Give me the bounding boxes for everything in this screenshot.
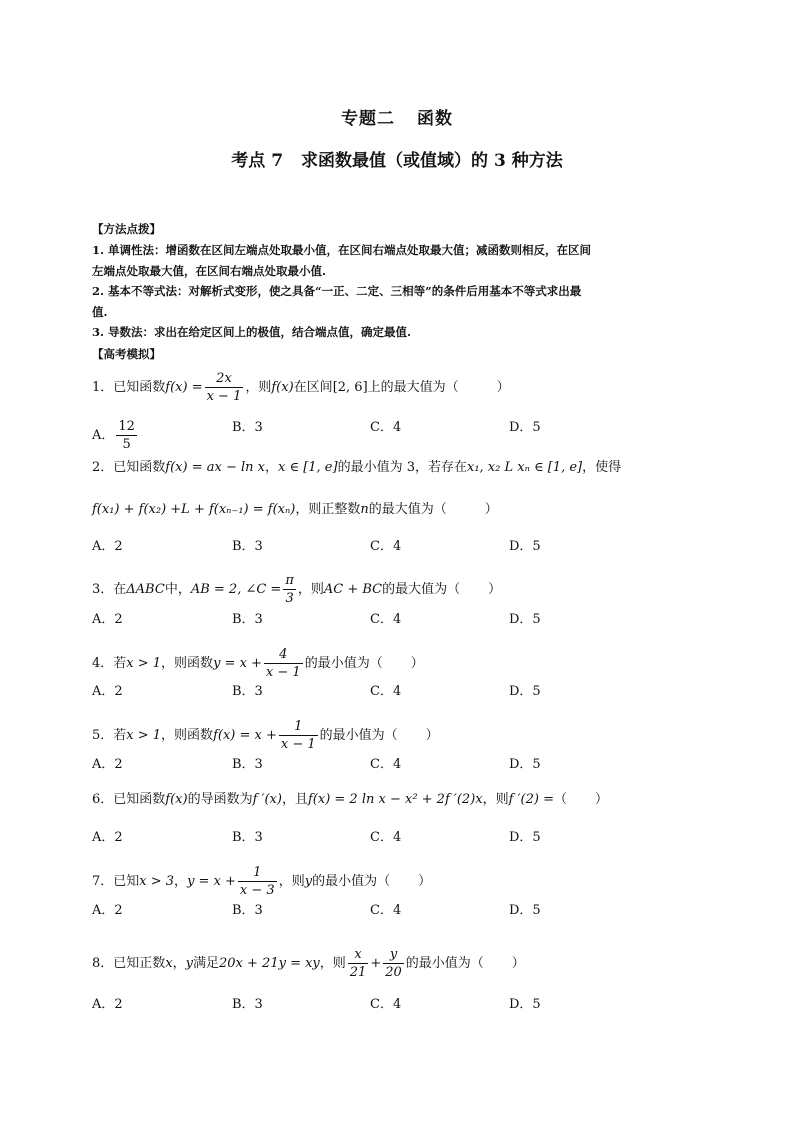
q8-plus: + <box>370 956 382 971</box>
subtitle-part2: 求函数最值（或值域）的 3 种方法 <box>301 151 563 171</box>
option-d: D．5 <box>509 903 541 918</box>
q8-fraction-2 <box>383 946 404 981</box>
q6-mid2: ，且 <box>281 792 308 807</box>
option-b: B．3 <box>232 997 263 1012</box>
q5-options <box>92 755 712 775</box>
q6-suffix: （ <box>553 792 567 807</box>
q4-cond: x > 1 <box>126 656 162 671</box>
option-b: B．3 <box>232 420 263 435</box>
option-a: A．2 <box>92 757 123 772</box>
q5-frac-num: 1 <box>279 718 318 736</box>
question-3 <box>92 572 712 607</box>
q7-frac-den: x − 3 <box>239 883 275 898</box>
q2-mid2: 的最小值为 3，若存在 <box>337 460 467 475</box>
q4-options <box>92 682 712 702</box>
method-line: 2. 基本不等式法：对解析式变形，使之具备“一正、二定、三相等”的条件后用基本不等式求出最 <box>92 284 582 298</box>
option-d: D．5 <box>509 997 541 1012</box>
q7-close: ） <box>418 874 432 889</box>
q5-suffix: 的最小值为（ <box>319 728 398 743</box>
q6-mid: 的导函数为 <box>187 792 253 807</box>
q6-deriv: f ′(x) <box>252 792 282 807</box>
method-line: 值. <box>92 304 108 319</box>
question-7 <box>92 864 712 899</box>
question-2 <box>92 458 712 478</box>
method-body <box>92 240 707 343</box>
q6-prefix: 6．已知函数 <box>92 792 166 807</box>
q1-func: f(x) = <box>165 380 203 395</box>
q3-cond: AB = 2, ∠C = <box>190 582 282 597</box>
q5-close: ） <box>425 728 439 743</box>
option-d: D．5 <box>509 612 541 627</box>
q3-close: ） <box>488 582 502 597</box>
q2-options <box>92 537 712 557</box>
q5-cond: x > 1 <box>126 728 162 743</box>
option-c: C．4 <box>370 684 402 699</box>
q8-f2-den: 20 <box>385 965 402 980</box>
q5-fraction <box>279 718 318 753</box>
q8-fraction-1 <box>348 946 369 981</box>
option-a: A．2 <box>92 903 123 918</box>
option-b: B．3 <box>232 757 263 772</box>
option-c: C．4 <box>370 539 402 554</box>
method-line: 1. 单调性法：增函数在区间左端点处取最小值，在区间右端点处取最大值；减函数则相反，在区间 <box>92 243 592 257</box>
q8-prefix: 8．已知正数 <box>92 956 166 971</box>
method-line: 左端点处取最大值，在区间右端点处取最小值. <box>92 263 327 278</box>
q7-fraction <box>238 864 277 899</box>
option-a <box>92 418 139 453</box>
q5-prefix: 5．若 <box>92 728 127 743</box>
option-c: C．4 <box>370 612 402 627</box>
q7-suffix: 的最小值为（ <box>312 874 391 889</box>
q8-mid2: ，则 <box>319 956 346 971</box>
q8-f1-den: 21 <box>349 965 367 980</box>
q7-var: y <box>304 874 313 889</box>
q6-ask: f ′(2) = <box>508 792 554 807</box>
q4-frac-den: x − 1 <box>265 665 301 680</box>
method-line: 3. 导数法：求出在给定区间上的极值，结合端点值，确定最值. <box>92 325 412 339</box>
q4-frac-num: 4 <box>264 646 303 664</box>
option-b: B．3 <box>232 539 263 554</box>
exam-heading: 【高考模拟】 <box>92 347 161 361</box>
q4-prefix: 4．若 <box>92 656 127 671</box>
q3-frac-num: π <box>285 573 294 588</box>
q2-domain: x ∈ [1, e] <box>277 460 338 475</box>
q1-close: ） <box>496 380 510 395</box>
q1-fraction <box>205 370 244 405</box>
q1-func2: f(x) <box>271 380 294 395</box>
q3-frac-den: 3 <box>285 591 294 606</box>
q8-mid: 满足 <box>193 956 220 971</box>
q6-func: f(x) <box>165 792 188 807</box>
q3-suffix: 的最大值为（ <box>382 582 461 597</box>
q8-eq: 20x + 21y = xy <box>219 956 320 971</box>
q8-suffix: 的最小值为（ <box>405 956 484 971</box>
q4-func: y = x + <box>213 656 262 671</box>
q8-options <box>92 995 712 1015</box>
q2-line2-mid: ，则正整数 <box>295 502 361 517</box>
q1-mid2: 在区间 <box>293 380 333 395</box>
page-title <box>0 104 794 129</box>
option-a: A．2 <box>92 997 123 1012</box>
q7-mid: ， <box>174 874 188 889</box>
q3-options <box>92 610 712 630</box>
q3-tri: ΔABC <box>126 582 165 597</box>
q4-fraction <box>264 646 303 681</box>
q7-mid2: ，则 <box>278 874 305 889</box>
q6-options <box>92 828 712 848</box>
option-a-fraction <box>116 418 137 453</box>
q5-mid: ，则函数 <box>161 728 214 743</box>
q2-vars: x₁, x₂ L xₙ ∈ [1, e] <box>466 460 583 475</box>
q3-mid2: ，则 <box>297 582 324 597</box>
q4-mid: ，则函数 <box>161 656 214 671</box>
question-6 <box>92 790 712 810</box>
option-a-den: 5 <box>122 437 131 452</box>
question-8 <box>92 946 712 981</box>
option-b: B．3 <box>232 612 263 627</box>
q7-func: y = x + <box>187 874 236 889</box>
option-a: A．2 <box>92 612 123 627</box>
q1-mid: ，则 <box>245 380 272 395</box>
q2-close: ） <box>484 502 498 517</box>
q3-fraction <box>283 572 296 607</box>
q8-f1-num: x <box>348 946 369 964</box>
q2-suffix: ，使得 <box>582 460 622 475</box>
q7-options <box>92 901 712 921</box>
option-c: C．4 <box>370 757 402 772</box>
option-a: A．2 <box>92 830 123 845</box>
q1-suffix: 上的最大值为（ <box>367 380 459 395</box>
title-part1: 专题二 <box>341 109 395 129</box>
q8-f2-num: y <box>383 946 404 964</box>
question-5 <box>92 718 712 753</box>
q3-expr: AC + BC <box>323 582 383 597</box>
question-4 <box>92 646 712 681</box>
q4-close: ） <box>410 656 424 671</box>
q8-sep: ， <box>172 956 186 971</box>
q2-prefix: 2．已知函数 <box>92 460 166 475</box>
question-1 <box>92 370 712 405</box>
option-c: C．4 <box>370 903 402 918</box>
option-a: A．2 <box>92 684 123 699</box>
q8-v1: x <box>165 956 173 971</box>
q8-v2: y <box>185 956 193 971</box>
q6-close: ） <box>594 792 608 807</box>
q7-frac-num: 1 <box>238 864 277 882</box>
q2-expr: f(x₁) + f(x₂) +L + f(xₙ₋₁) = f(xₙ) <box>92 502 296 517</box>
q7-prefix: 7．已知 <box>92 874 140 889</box>
q4-suffix: 的最小值为（ <box>304 656 383 671</box>
q8-close: ） <box>511 956 525 971</box>
option-d: D．5 <box>509 539 541 554</box>
q1-frac-num: 2x <box>205 370 244 388</box>
q1-prefix: 1．已知函数 <box>92 380 166 395</box>
q2-mid: ， <box>264 460 278 475</box>
q3-mid: 中， <box>164 582 191 597</box>
option-d: D．5 <box>509 684 541 699</box>
option-b: B．3 <box>232 830 263 845</box>
q1-interval: [2, 6] <box>332 380 368 395</box>
q6-eq: f(x) = 2 ln x − x² + 2f ′(2)x <box>307 792 483 807</box>
q2-var: n <box>360 502 369 517</box>
question-2-line2 <box>92 500 712 520</box>
option-d: D．5 <box>509 757 541 772</box>
option-d: D．5 <box>509 420 541 435</box>
q5-func: f(x) = x + <box>213 728 277 743</box>
q2-func: f(x) = ax − ln x <box>165 460 265 475</box>
option-a: A．2 <box>92 539 123 554</box>
page-subtitle <box>0 146 794 171</box>
method-heading: 【方法点拨】 <box>92 222 161 236</box>
title-part2: 函数 <box>417 109 453 129</box>
q5-frac-den: x − 1 <box>280 737 316 752</box>
option-a-num: 12 <box>118 419 135 434</box>
subtitle-part1: 考点 7 <box>231 151 284 171</box>
option-b: B．3 <box>232 684 263 699</box>
option-c: C．4 <box>370 830 402 845</box>
option-a-label: A． <box>92 428 115 443</box>
q6-mid3: ，则 <box>482 792 509 807</box>
option-c: C．4 <box>370 997 402 1012</box>
option-c: C．4 <box>370 420 402 435</box>
q1-frac-den: x − 1 <box>206 389 242 404</box>
q3-prefix: 3．在 <box>92 582 127 597</box>
q1-options <box>92 418 712 452</box>
q2-line2-suffix: 的最大值为（ <box>368 502 447 517</box>
q7-cond: x > 3 <box>139 874 175 889</box>
option-b: B．3 <box>232 903 263 918</box>
option-d: D．5 <box>509 830 541 845</box>
